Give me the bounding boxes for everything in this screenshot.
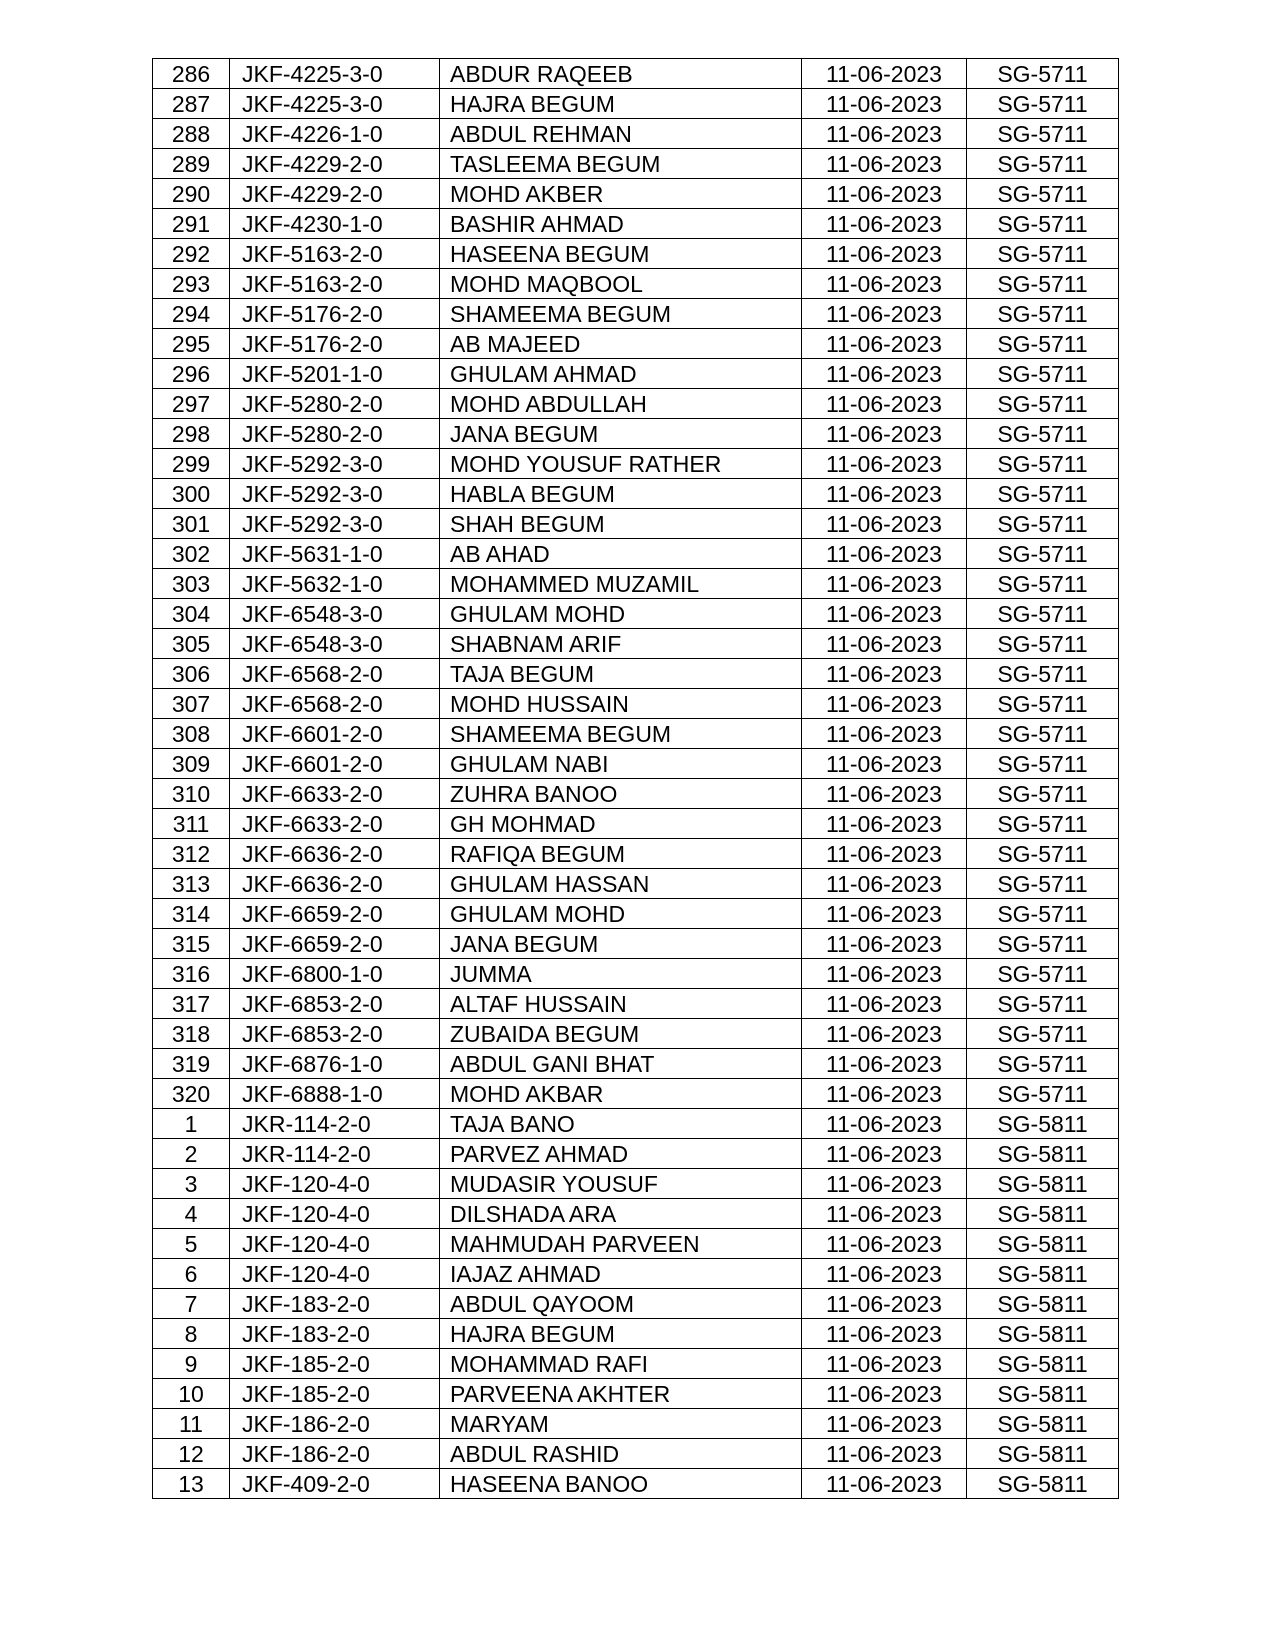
- serial-number-cell: 307: [153, 689, 230, 719]
- table-row: [153, 299, 1119, 329]
- record-id-cell: JKF-5292-3-0: [230, 449, 440, 479]
- date-cell: 11-06-2023: [802, 1139, 967, 1169]
- table-row: [153, 1289, 1119, 1319]
- record-id-cell: JKF-5163-2-0: [230, 239, 440, 269]
- person-name-cell: RAFIQA BEGUM: [440, 839, 802, 869]
- serial-number-cell: 313: [153, 869, 230, 899]
- person-name-cell: HASEENA BEGUM: [440, 239, 802, 269]
- group-code-cell: SG-5711: [967, 569, 1119, 599]
- serial-number-cell: 304: [153, 599, 230, 629]
- table-row: [153, 659, 1119, 689]
- date-cell: 11-06-2023: [802, 1109, 967, 1139]
- date-cell: 11-06-2023: [802, 1199, 967, 1229]
- record-id-cell: JKF-4225-3-0: [230, 89, 440, 119]
- record-id-cell: JKF-6636-2-0: [230, 839, 440, 869]
- serial-number-cell: 299: [153, 449, 230, 479]
- serial-number-cell: 316: [153, 959, 230, 989]
- date-cell: 11-06-2023: [802, 119, 967, 149]
- date-cell: 11-06-2023: [802, 869, 967, 899]
- record-id-cell: JKF-120-4-0: [230, 1199, 440, 1229]
- table-row: [153, 839, 1119, 869]
- serial-number-cell: 320: [153, 1079, 230, 1109]
- record-id-cell: JKF-409-2-0: [230, 1469, 440, 1499]
- serial-number-cell: 303: [153, 569, 230, 599]
- date-cell: 11-06-2023: [802, 419, 967, 449]
- table-row: [153, 719, 1119, 749]
- group-code-cell: SG-5711: [967, 599, 1119, 629]
- group-code-cell: SG-5811: [967, 1469, 1119, 1499]
- group-code-cell: SG-5711: [967, 299, 1119, 329]
- serial-number-cell: 315: [153, 929, 230, 959]
- table-row: [153, 1439, 1119, 1469]
- record-id-cell: JKR-114-2-0: [230, 1139, 440, 1169]
- person-name-cell: AB AHAD: [440, 539, 802, 569]
- record-id-cell: JKF-6633-2-0: [230, 779, 440, 809]
- date-cell: 11-06-2023: [802, 539, 967, 569]
- date-cell: 11-06-2023: [802, 1289, 967, 1319]
- record-id-cell: JKF-4226-1-0: [230, 119, 440, 149]
- table-row: [153, 509, 1119, 539]
- group-code-cell: SG-5811: [967, 1229, 1119, 1259]
- record-id-cell: JKF-5176-2-0: [230, 299, 440, 329]
- person-name-cell: SHABNAM ARIF: [440, 629, 802, 659]
- serial-number-cell: 295: [153, 329, 230, 359]
- group-code-cell: SG-5711: [967, 359, 1119, 389]
- table-row: [153, 1169, 1119, 1199]
- serial-number-cell: 318: [153, 1019, 230, 1049]
- record-id-cell: JKF-120-4-0: [230, 1169, 440, 1199]
- table-row: [153, 899, 1119, 929]
- date-cell: 11-06-2023: [802, 749, 967, 779]
- group-code-cell: SG-5711: [967, 119, 1119, 149]
- group-code-cell: SG-5711: [967, 869, 1119, 899]
- record-id-cell: JKF-5163-2-0: [230, 269, 440, 299]
- person-name-cell: GHULAM NABI: [440, 749, 802, 779]
- record-id-cell: JKF-4229-2-0: [230, 179, 440, 209]
- person-name-cell: GH MOHMAD: [440, 809, 802, 839]
- date-cell: 11-06-2023: [802, 479, 967, 509]
- date-cell: 11-06-2023: [802, 1349, 967, 1379]
- record-id-cell: JKF-120-4-0: [230, 1229, 440, 1259]
- person-name-cell: MARYAM: [440, 1409, 802, 1439]
- table-row: [153, 269, 1119, 299]
- date-cell: 11-06-2023: [802, 1079, 967, 1109]
- person-name-cell: PARVEENA AKHTER: [440, 1379, 802, 1409]
- group-code-cell: SG-5711: [967, 659, 1119, 689]
- serial-number-cell: 298: [153, 419, 230, 449]
- person-name-cell: MOHD HUSSAIN: [440, 689, 802, 719]
- table-row: [153, 569, 1119, 599]
- date-cell: 11-06-2023: [802, 779, 967, 809]
- record-id-cell: JKF-186-2-0: [230, 1409, 440, 1439]
- serial-number-cell: 302: [153, 539, 230, 569]
- table-row: [153, 599, 1119, 629]
- table-row: [153, 1259, 1119, 1289]
- serial-number-cell: 294: [153, 299, 230, 329]
- record-id-cell: JKF-186-2-0: [230, 1439, 440, 1469]
- table-row: [153, 389, 1119, 419]
- date-cell: 11-06-2023: [802, 239, 967, 269]
- group-code-cell: SG-5711: [967, 1019, 1119, 1049]
- person-name-cell: MOHD AKBER: [440, 179, 802, 209]
- group-code-cell: SG-5711: [967, 209, 1119, 239]
- table-row: [153, 1199, 1119, 1229]
- date-cell: 11-06-2023: [802, 449, 967, 479]
- serial-number-cell: 308: [153, 719, 230, 749]
- record-id-cell: JKF-120-4-0: [230, 1259, 440, 1289]
- record-id-cell: JKF-6633-2-0: [230, 809, 440, 839]
- date-cell: 11-06-2023: [802, 359, 967, 389]
- date-cell: 11-06-2023: [802, 809, 967, 839]
- record-id-cell: JKF-5631-1-0: [230, 539, 440, 569]
- group-code-cell: SG-5811: [967, 1379, 1119, 1409]
- table-row: [153, 1319, 1119, 1349]
- serial-number-cell: 297: [153, 389, 230, 419]
- serial-number-cell: 311: [153, 809, 230, 839]
- table-row: [153, 1409, 1119, 1439]
- person-name-cell: ABDUL REHMAN: [440, 119, 802, 149]
- table-row: [153, 1079, 1119, 1109]
- group-code-cell: SG-5711: [967, 629, 1119, 659]
- table-row: [153, 629, 1119, 659]
- serial-number-cell: 4: [153, 1199, 230, 1229]
- person-name-cell: SHAMEEMA BEGUM: [440, 299, 802, 329]
- serial-number-cell: 289: [153, 149, 230, 179]
- person-name-cell: TASLEEMA BEGUM: [440, 149, 802, 179]
- date-cell: 11-06-2023: [802, 329, 967, 359]
- record-id-cell: JKF-183-2-0: [230, 1289, 440, 1319]
- date-cell: 11-06-2023: [802, 149, 967, 179]
- group-code-cell: SG-5811: [967, 1289, 1119, 1319]
- serial-number-cell: 312: [153, 839, 230, 869]
- person-name-cell: ABDUL RASHID: [440, 1439, 802, 1469]
- table-row: [153, 749, 1119, 779]
- record-id-cell: JKF-5632-1-0: [230, 569, 440, 599]
- person-name-cell: ZUHRA BANOO: [440, 779, 802, 809]
- table-row: [153, 1469, 1119, 1499]
- person-name-cell: TAJA BEGUM: [440, 659, 802, 689]
- group-code-cell: SG-5711: [967, 329, 1119, 359]
- serial-number-cell: 296: [153, 359, 230, 389]
- record-id-cell: JKF-6548-3-0: [230, 599, 440, 629]
- table-row: [153, 809, 1119, 839]
- serial-number-cell: 309: [153, 749, 230, 779]
- table-row: [153, 1019, 1119, 1049]
- serial-number-cell: 319: [153, 1049, 230, 1079]
- serial-number-cell: 300: [153, 479, 230, 509]
- person-name-cell: MOHAMMED MUZAMIL: [440, 569, 802, 599]
- record-id-cell: JKF-6853-2-0: [230, 1019, 440, 1049]
- person-name-cell: ABDUL QAYOOM: [440, 1289, 802, 1319]
- serial-number-cell: 305: [153, 629, 230, 659]
- date-cell: 11-06-2023: [802, 1049, 967, 1079]
- table-row: [153, 89, 1119, 119]
- serial-number-cell: 286: [153, 59, 230, 89]
- date-cell: 11-06-2023: [802, 959, 967, 989]
- person-name-cell: MAHMUDAH PARVEEN: [440, 1229, 802, 1259]
- record-id-cell: JKF-185-2-0: [230, 1349, 440, 1379]
- person-name-cell: GHULAM MOHD: [440, 599, 802, 629]
- group-code-cell: SG-5811: [967, 1409, 1119, 1439]
- serial-number-cell: 11: [153, 1409, 230, 1439]
- group-code-cell: SG-5711: [967, 419, 1119, 449]
- record-id-cell: JKF-5201-1-0: [230, 359, 440, 389]
- table-row: [153, 539, 1119, 569]
- date-cell: 11-06-2023: [802, 629, 967, 659]
- serial-number-cell: 287: [153, 89, 230, 119]
- serial-number-cell: 8: [153, 1319, 230, 1349]
- person-name-cell: IAJAZ AHMAD: [440, 1259, 802, 1289]
- person-name-cell: BASHIR AHMAD: [440, 209, 802, 239]
- person-name-cell: MOHD AKBAR: [440, 1079, 802, 1109]
- group-code-cell: SG-5811: [967, 1169, 1119, 1199]
- date-cell: 11-06-2023: [802, 1319, 967, 1349]
- person-name-cell: HASEENA BANOO: [440, 1469, 802, 1499]
- table-row: [153, 1229, 1119, 1259]
- record-id-cell: JKF-6636-2-0: [230, 869, 440, 899]
- record-id-cell: JKF-6601-2-0: [230, 719, 440, 749]
- person-name-cell: HAJRA BEGUM: [440, 1319, 802, 1349]
- date-cell: 11-06-2023: [802, 1019, 967, 1049]
- person-name-cell: MOHD ABDULLAH: [440, 389, 802, 419]
- record-id-cell: JKF-6601-2-0: [230, 749, 440, 779]
- date-cell: 11-06-2023: [802, 1169, 967, 1199]
- table-row: [153, 1049, 1119, 1079]
- date-cell: 11-06-2023: [802, 1439, 967, 1469]
- date-cell: 11-06-2023: [802, 209, 967, 239]
- person-name-cell: SHAMEEMA BEGUM: [440, 719, 802, 749]
- serial-number-cell: 3: [153, 1169, 230, 1199]
- person-name-cell: SHAH BEGUM: [440, 509, 802, 539]
- group-code-cell: SG-5711: [967, 689, 1119, 719]
- person-name-cell: ABDUR RAQEEB: [440, 59, 802, 89]
- group-code-cell: SG-5811: [967, 1319, 1119, 1349]
- records-table-body: [153, 59, 1119, 1499]
- group-code-cell: SG-5711: [967, 1049, 1119, 1079]
- table-row: [153, 869, 1119, 899]
- person-name-cell: JUMMA: [440, 959, 802, 989]
- person-name-cell: MOHD YOUSUF RATHER: [440, 449, 802, 479]
- serial-number-cell: 9: [153, 1349, 230, 1379]
- person-name-cell: AB MAJEED: [440, 329, 802, 359]
- serial-number-cell: 288: [153, 119, 230, 149]
- person-name-cell: ZUBAIDA BEGUM: [440, 1019, 802, 1049]
- person-name-cell: HAJRA BEGUM: [440, 89, 802, 119]
- group-code-cell: SG-5711: [967, 959, 1119, 989]
- group-code-cell: SG-5711: [967, 389, 1119, 419]
- person-name-cell: DILSHADA ARA: [440, 1199, 802, 1229]
- group-code-cell: SG-5711: [967, 179, 1119, 209]
- serial-number-cell: 317: [153, 989, 230, 1019]
- person-name-cell: TAJA BANO: [440, 1109, 802, 1139]
- serial-number-cell: 314: [153, 899, 230, 929]
- group-code-cell: SG-5811: [967, 1259, 1119, 1289]
- record-id-cell: JKF-5292-3-0: [230, 479, 440, 509]
- group-code-cell: SG-5711: [967, 449, 1119, 479]
- date-cell: 11-06-2023: [802, 689, 967, 719]
- serial-number-cell: 2: [153, 1139, 230, 1169]
- person-name-cell: MUDASIR YOUSUF: [440, 1169, 802, 1199]
- date-cell: 11-06-2023: [802, 1259, 967, 1289]
- group-code-cell: SG-5711: [967, 1079, 1119, 1109]
- group-code-cell: SG-5811: [967, 1109, 1119, 1139]
- person-name-cell: GHULAM AHMAD: [440, 359, 802, 389]
- serial-number-cell: 10: [153, 1379, 230, 1409]
- date-cell: 11-06-2023: [802, 599, 967, 629]
- date-cell: 11-06-2023: [802, 389, 967, 419]
- record-id-cell: JKF-5280-2-0: [230, 389, 440, 419]
- date-cell: 11-06-2023: [802, 269, 967, 299]
- record-id-cell: JKF-6659-2-0: [230, 929, 440, 959]
- person-name-cell: GHULAM MOHD: [440, 899, 802, 929]
- person-name-cell: JANA BEGUM: [440, 419, 802, 449]
- group-code-cell: SG-5711: [967, 929, 1119, 959]
- record-id-cell: JKF-183-2-0: [230, 1319, 440, 1349]
- record-id-cell: JKF-185-2-0: [230, 1379, 440, 1409]
- group-code-cell: SG-5711: [967, 719, 1119, 749]
- person-name-cell: HABLA BEGUM: [440, 479, 802, 509]
- date-cell: 11-06-2023: [802, 929, 967, 959]
- group-code-cell: SG-5811: [967, 1139, 1119, 1169]
- serial-number-cell: 292: [153, 239, 230, 269]
- group-code-cell: SG-5711: [967, 59, 1119, 89]
- person-name-cell: GHULAM HASSAN: [440, 869, 802, 899]
- serial-number-cell: 291: [153, 209, 230, 239]
- group-code-cell: SG-5711: [967, 989, 1119, 1019]
- serial-number-cell: 306: [153, 659, 230, 689]
- serial-number-cell: 13: [153, 1469, 230, 1499]
- records-table: [152, 58, 1119, 1499]
- group-code-cell: SG-5711: [967, 509, 1119, 539]
- group-code-cell: SG-5711: [967, 239, 1119, 269]
- table-row: [153, 59, 1119, 89]
- table-row: [153, 779, 1119, 809]
- table-row: [153, 1109, 1119, 1139]
- group-code-cell: SG-5711: [967, 89, 1119, 119]
- table-row: [153, 1139, 1119, 1169]
- person-name-cell: ALTAF HUSSAIN: [440, 989, 802, 1019]
- table-row: [153, 989, 1119, 1019]
- person-name-cell: MOHD MAQBOOL: [440, 269, 802, 299]
- date-cell: 11-06-2023: [802, 299, 967, 329]
- group-code-cell: SG-5811: [967, 1199, 1119, 1229]
- record-id-cell: JKF-4229-2-0: [230, 149, 440, 179]
- group-code-cell: SG-5711: [967, 539, 1119, 569]
- table-row: [153, 329, 1119, 359]
- date-cell: 11-06-2023: [802, 1379, 967, 1409]
- date-cell: 11-06-2023: [802, 569, 967, 599]
- date-cell: 11-06-2023: [802, 1229, 967, 1259]
- record-id-cell: JKF-6876-1-0: [230, 1049, 440, 1079]
- record-id-cell: JKF-6548-3-0: [230, 629, 440, 659]
- serial-number-cell: 5: [153, 1229, 230, 1259]
- table-row: [153, 149, 1119, 179]
- record-id-cell: JKR-114-2-0: [230, 1109, 440, 1139]
- date-cell: 11-06-2023: [802, 989, 967, 1019]
- serial-number-cell: 1: [153, 1109, 230, 1139]
- record-id-cell: JKF-5280-2-0: [230, 419, 440, 449]
- serial-number-cell: 7: [153, 1289, 230, 1319]
- group-code-cell: SG-5711: [967, 749, 1119, 779]
- date-cell: 11-06-2023: [802, 1469, 967, 1499]
- group-code-cell: SG-5811: [967, 1349, 1119, 1379]
- date-cell: 11-06-2023: [802, 839, 967, 869]
- group-code-cell: SG-5711: [967, 809, 1119, 839]
- person-name-cell: JANA BEGUM: [440, 929, 802, 959]
- table-row: [153, 419, 1119, 449]
- serial-number-cell: 301: [153, 509, 230, 539]
- group-code-cell: SG-5711: [967, 899, 1119, 929]
- serial-number-cell: 290: [153, 179, 230, 209]
- record-id-cell: JKF-5176-2-0: [230, 329, 440, 359]
- table-row: [153, 239, 1119, 269]
- table-row: [153, 1379, 1119, 1409]
- group-code-cell: SG-5811: [967, 1439, 1119, 1469]
- date-cell: 11-06-2023: [802, 59, 967, 89]
- record-id-cell: JKF-5292-3-0: [230, 509, 440, 539]
- table-row: [153, 479, 1119, 509]
- date-cell: 11-06-2023: [802, 509, 967, 539]
- table-row: [153, 1349, 1119, 1379]
- table-row: [153, 959, 1119, 989]
- record-id-cell: JKF-4225-3-0: [230, 59, 440, 89]
- record-id-cell: JKF-6568-2-0: [230, 659, 440, 689]
- group-code-cell: SG-5711: [967, 479, 1119, 509]
- table-row: [153, 689, 1119, 719]
- table-row: [153, 929, 1119, 959]
- table-row: [153, 449, 1119, 479]
- date-cell: 11-06-2023: [802, 899, 967, 929]
- table-row: [153, 359, 1119, 389]
- record-id-cell: JKF-6800-1-0: [230, 959, 440, 989]
- table-row: [153, 119, 1119, 149]
- date-cell: 11-06-2023: [802, 719, 967, 749]
- date-cell: 11-06-2023: [802, 1409, 967, 1439]
- group-code-cell: SG-5711: [967, 149, 1119, 179]
- serial-number-cell: 12: [153, 1439, 230, 1469]
- serial-number-cell: 310: [153, 779, 230, 809]
- person-name-cell: MOHAMMAD RAFI: [440, 1349, 802, 1379]
- serial-number-cell: 6: [153, 1259, 230, 1289]
- serial-number-cell: 293: [153, 269, 230, 299]
- person-name-cell: ABDUL GANI BHAT: [440, 1049, 802, 1079]
- group-code-cell: SG-5711: [967, 269, 1119, 299]
- record-id-cell: JKF-6659-2-0: [230, 899, 440, 929]
- group-code-cell: SG-5711: [967, 839, 1119, 869]
- date-cell: 11-06-2023: [802, 89, 967, 119]
- table-row: [153, 209, 1119, 239]
- person-name-cell: PARVEZ AHMAD: [440, 1139, 802, 1169]
- record-id-cell: JKF-6888-1-0: [230, 1079, 440, 1109]
- record-id-cell: JKF-6853-2-0: [230, 989, 440, 1019]
- record-id-cell: JKF-4230-1-0: [230, 209, 440, 239]
- date-cell: 11-06-2023: [802, 179, 967, 209]
- group-code-cell: SG-5711: [967, 779, 1119, 809]
- record-id-cell: JKF-6568-2-0: [230, 689, 440, 719]
- date-cell: 11-06-2023: [802, 659, 967, 689]
- table-row: [153, 179, 1119, 209]
